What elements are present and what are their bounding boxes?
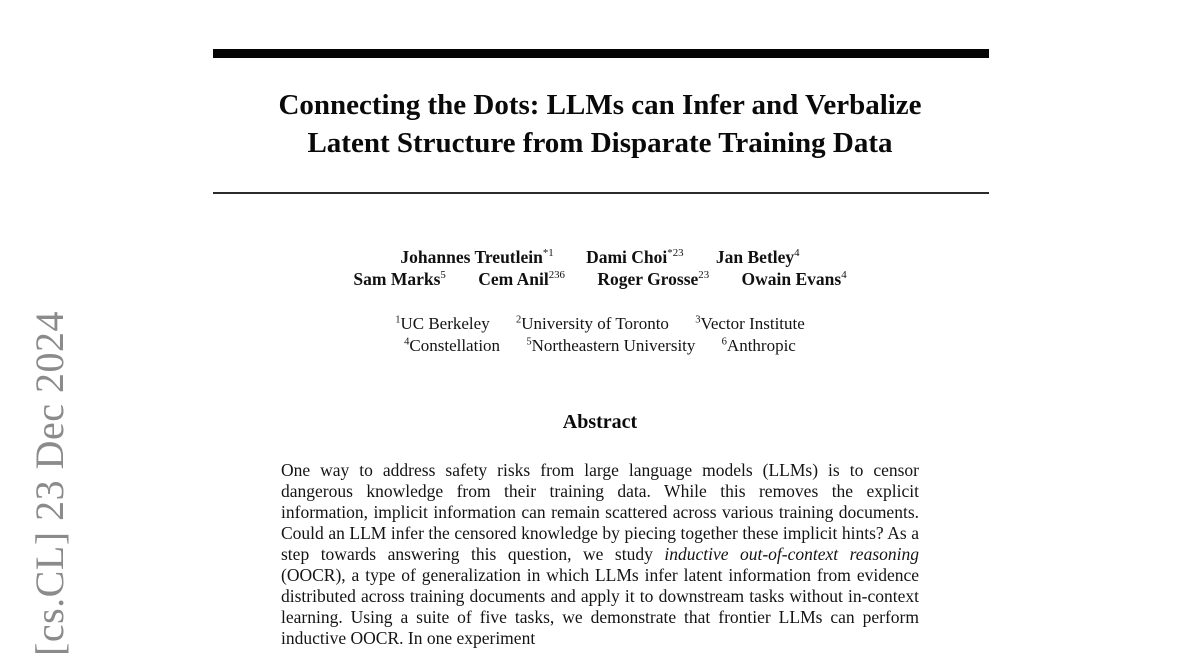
author [597, 269, 709, 289]
author-superscript: *1 [542, 247, 554, 260]
author [353, 269, 445, 289]
affiliation-superscript: 5 [526, 336, 532, 348]
author-line-2 [0, 268, 1200, 290]
author [716, 247, 800, 267]
abstract-heading: Abstract [562, 411, 638, 433]
affiliation-superscript: 3 [695, 314, 701, 326]
title-divider-rule [213, 192, 989, 194]
author [400, 247, 553, 267]
author-name: Dami Choi [586, 247, 668, 267]
abstract-text-segment: One way to address safety risks from large language models (LLMs) is to censor dangerous knowledge from their training data. While this removes the explicit information, implicit information can remain scattered across various training documents. Could an LLM infer the censored knowledge by piecing together these implicit hints? As a step towards answering this question, we study [281, 460, 919, 564]
arxiv-category-stamp: [cs.CL] 23 Dec 2024 [27, 311, 72, 656]
abstract-text [281, 460, 919, 649]
affiliation [722, 336, 796, 355]
affiliation-name: Constellation [409, 336, 501, 355]
author-superscript: 4 [794, 247, 800, 260]
author-name: Cem Anil [478, 269, 549, 289]
author-name: Roger Grosse [597, 269, 699, 289]
top-rule [213, 49, 989, 58]
affiliation [526, 336, 695, 355]
author [586, 247, 683, 267]
affiliation-superscript: 6 [721, 336, 727, 348]
affiliation-line-2 [0, 335, 1200, 357]
author-superscript: 5 [440, 269, 446, 282]
affiliation-name: Anthropic [726, 336, 796, 355]
paper-title [0, 86, 1200, 162]
affiliation [695, 314, 805, 333]
affiliation-superscript: 2 [515, 314, 522, 326]
author-name: Johannes Treutlein [400, 247, 543, 267]
author-name: Owain Evans [741, 269, 842, 289]
abstract-italic-term: inductive out-of-context reasoning [664, 544, 919, 564]
affiliation-superscript: 4 [404, 336, 410, 348]
affiliation-line-1 [0, 313, 1200, 335]
affiliation-name: Vector Institute [700, 314, 805, 333]
author-superscript: 4 [841, 269, 847, 282]
author [478, 269, 565, 289]
author-block [0, 246, 1200, 290]
author-line-1 [0, 246, 1200, 268]
author-superscript: *23 [667, 247, 684, 260]
affiliation-name: University of Toronto [521, 314, 669, 333]
affiliation-block [0, 313, 1200, 357]
paper-title-line-1: Connecting the Dots: LLMs can Infer and Verbalize [278, 89, 922, 121]
affiliation-superscript: 1 [395, 314, 401, 326]
affiliation [404, 336, 500, 355]
author-name: Jan Betley [715, 247, 795, 267]
author-superscript: 236 [548, 269, 565, 282]
affiliation-name: Northeastern University [531, 336, 696, 355]
paper-title-line-2: Latent Structure from Disparate Training Data [307, 127, 893, 159]
affiliation [516, 314, 669, 333]
abstract-text-segment: (OOCR), a type of generalization in which LLMs infer latent information from evidence distributed across training documents and apply it to downstream tasks without in-context learning. Using a suite of five tasks, we demonstrate that frontier LLMs can perform inductive OOCR. In one experiment [281, 565, 919, 648]
author-superscript: 23 [698, 269, 710, 282]
affiliation [395, 314, 490, 333]
author [742, 269, 847, 289]
affiliation-name: UC Berkeley [400, 314, 490, 333]
author-name: Sam Marks [353, 269, 441, 289]
